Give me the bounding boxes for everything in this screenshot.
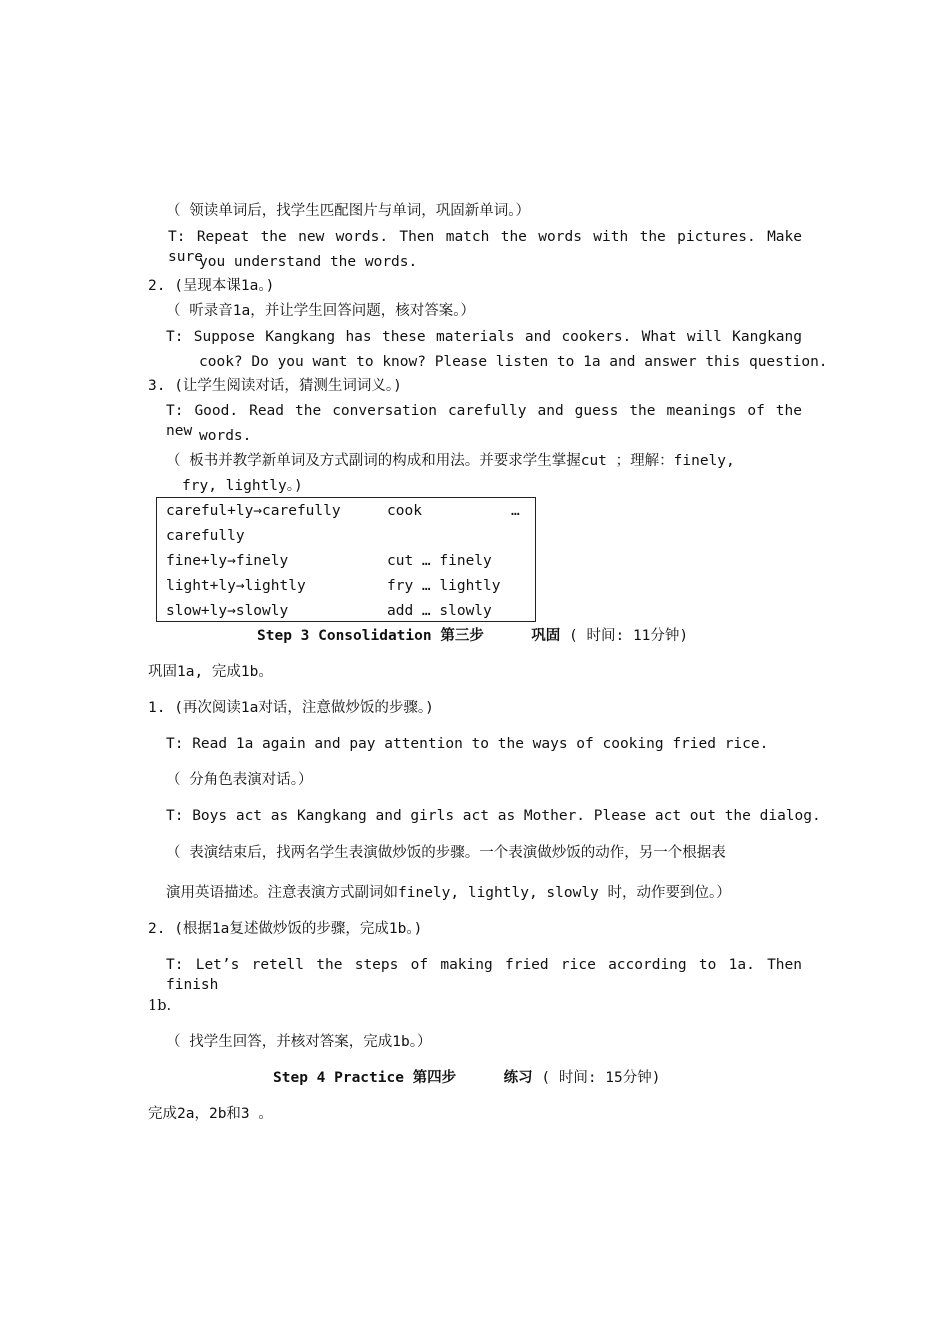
teacher-line: T: Repeat the new words. Then match the words with the pictures. Make sure <box>168 229 802 265</box>
instruction-note: （ 分角色表演对话。） <box>166 772 313 788</box>
teacher-line: T: Good. Read the conversation carefully and guess the meanings of the new <box>166 403 802 439</box>
teacher-line-cont: cook? Do you want to know? Please listen to 1a and answer this question. <box>199 354 828 370</box>
teacher-line-cont: 1b. <box>148 998 172 1014</box>
table-cell: careful+ly→carefully <box>166 503 341 519</box>
table-cell: slow+ly→slowly <box>166 603 289 619</box>
numbered-step: 2. (呈现本课1a。) <box>148 278 275 294</box>
teacher-line: T: Suppose Kangkang has these materials and cookers. What will Kangkang <box>166 329 802 345</box>
teacher-line-cont: words. <box>199 428 252 444</box>
numbered-step: 3. (让学生阅读对话，猜测生词词义。) <box>148 378 402 394</box>
table-cell: carefully <box>166 528 245 544</box>
instruction-note: （ 领读单词后，找学生匹配图片与单词，巩固新单词。） <box>166 203 530 219</box>
table-cell: … <box>511 503 520 519</box>
vocab-board-table <box>156 497 536 622</box>
step-4-time: ( 时间: 15分钟) <box>541 1070 661 1086</box>
table-cell: cook <box>387 503 422 519</box>
teacher-line: T: Boys act as Kangkang and girls act as Mother. Please act out the dialog. <box>166 808 821 824</box>
numbered-step: 2. (根据1a复述做炒饭的步骤，完成1b。) <box>148 921 423 937</box>
section-intro: 完成2a，2b和3 。 <box>148 1106 273 1122</box>
instruction-note-cont: 演用英语描述。注意表演方式副词如finely, lightly, slowly 时，动作要到位。） <box>166 885 731 901</box>
table-cell: light+ly→lightly <box>166 578 306 594</box>
teacher-line: T: Let’s retell the steps of making fried rice according to 1a. Then finish <box>166 957 802 993</box>
step-3-label: Step 3 Consolidation 第三步 <box>257 628 484 644</box>
step-3-time: ( 时间: 11分钟) <box>569 628 689 644</box>
table-cell: cut … finely <box>387 553 492 569</box>
instruction-note: （ 板书并教学新单词及方式副词的构成和用法。并要求学生掌握cut ；理解：finely, <box>166 453 735 469</box>
table-cell: fry … lightly <box>387 578 501 594</box>
step-3-name: 巩固 <box>531 628 561 644</box>
instruction-note: （ 听录音1a，并让学生回答问题，核对答案。） <box>166 303 475 319</box>
section-intro: 巩固1a, 完成1b。 <box>148 664 273 680</box>
numbered-step: 1. (再次阅读1a对话，注意做炒饭的步骤。) <box>148 700 434 716</box>
instruction-note: （ 表演结束后，找两名学生表演做炒饭的步骤。一个表演做炒饭的动作，另一个根据表 <box>166 845 726 861</box>
instruction-note-cont: fry, lightly。) <box>182 478 303 494</box>
step-3-heading <box>257 626 688 646</box>
step-4-heading <box>273 1068 661 1088</box>
step-4-name: 练习 <box>503 1070 533 1086</box>
teacher-line-cont: you understand the words. <box>199 254 418 270</box>
table-cell: add … slowly <box>387 603 492 619</box>
step-4-label: Step 4 Practice 第四步 <box>273 1070 457 1086</box>
teacher-line: T: Read 1a again and pay attention to the ways of cooking fried rice. <box>166 736 769 752</box>
instruction-note: （ 找学生回答，并核对答案，完成1b。） <box>166 1034 432 1050</box>
table-cell: fine+ly→finely <box>166 553 289 569</box>
